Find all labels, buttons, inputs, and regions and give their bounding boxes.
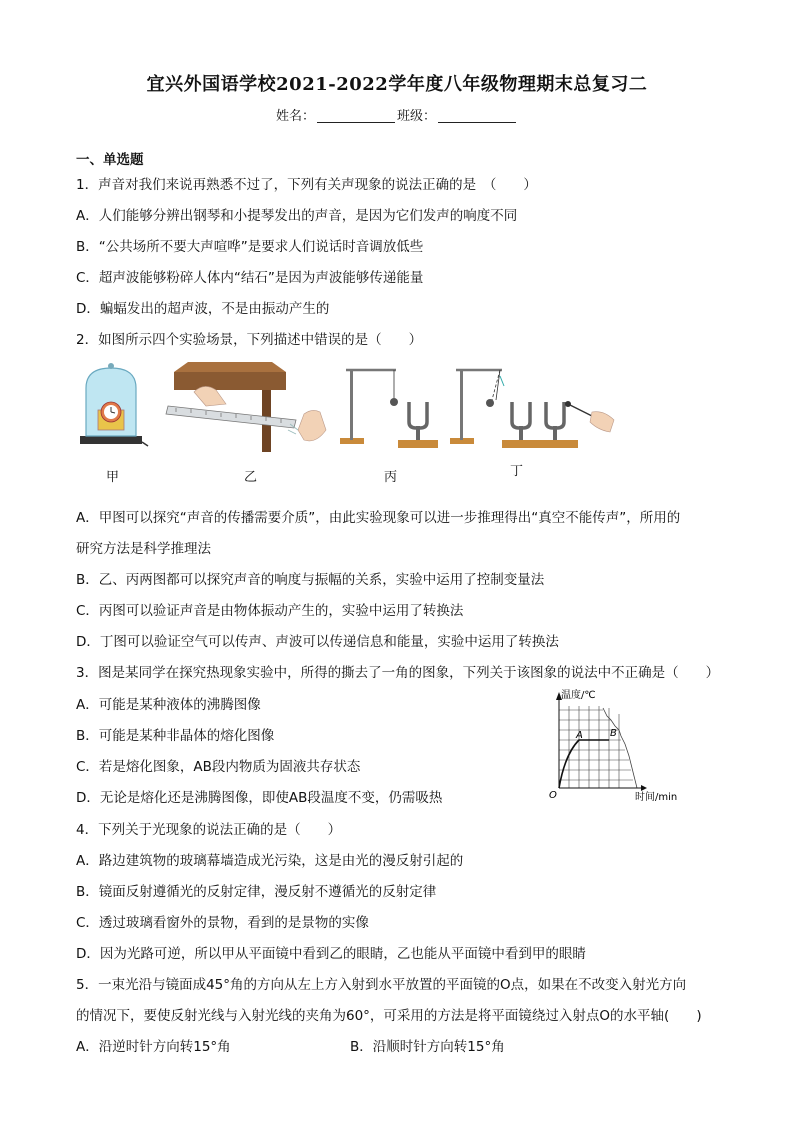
- q2-option-b: B．乙、丙两图都可以探究声音的响度与振幅的关系，实验中运用了控制变量法: [76, 572, 545, 588]
- q3-option-c: C．若是熔化图象，AB段内物质为固液共存状态: [76, 759, 361, 775]
- bell-jar-illustration: [80, 363, 148, 446]
- q3-option-d: D．无论是熔化还是沸腾图像，即使AB段温度不变，仍需吸热: [76, 790, 443, 806]
- two-tuning-forks-illustration: [450, 370, 614, 448]
- q1-option-d: D．蝙蝠发出的超声波，不是由振动产生的: [76, 301, 330, 317]
- q2-stem: 2．如图所示四个实验场景，下列描述中错误的是（ ）: [76, 332, 423, 348]
- student-info-line: [0, 105, 794, 124]
- caption-bing: 丙: [384, 470, 398, 485]
- q5-option-a: A．沿逆时针方向转15°角: [76, 1039, 231, 1055]
- q2-option-a: A．甲图可以探究“声音的传播需要介质”，由此实验现象可以进一步推理得出“真空不能传声”，所用的: [76, 510, 681, 526]
- q4-stem: 4．下列关于光现象的说法正确的是（ ）: [76, 822, 342, 838]
- class-label: 班级：: [397, 109, 437, 124]
- graph-point-b: B: [610, 728, 617, 739]
- q1-option-c: C．超声波能够粉碎人体内“结石”是因为声波能够传递能量: [76, 270, 424, 286]
- q2-experiment-figure: [76, 360, 636, 455]
- name-label: 姓名：: [275, 109, 315, 124]
- ruler-table-illustration: [166, 362, 326, 452]
- q5-stem-line-2: 的情况下，要使反射光线与入射光线的夹角为60°，可采用的方法是将平面镜绕过入射点O的水平轴( ): [76, 1008, 702, 1024]
- caption-jia: 甲: [106, 470, 120, 485]
- q3-option-a: A．可能是某种液体的沸腾图像: [76, 697, 261, 713]
- q2-option-a-cont: 研究方法是科学推理法: [76, 541, 211, 557]
- q3-option-b: B．可能是某种非晶体的熔化图像: [76, 728, 275, 744]
- page-title: 宜兴外国语学校2021-2022学年度八年级物理期末总复习二: [146, 74, 648, 95]
- q3-temperature-graph: [545, 686, 685, 804]
- caption-yi: 乙: [244, 470, 258, 485]
- graph-origin: O: [549, 790, 557, 801]
- class-blank: [438, 109, 516, 123]
- name-blank: [317, 109, 395, 123]
- graph-xlabel: 时间/min: [635, 792, 678, 803]
- q4-option-c: C．透过玻璃看窗外的景物，看到的是景物的实像: [76, 915, 369, 931]
- q1-stem: 1．声音对我们来说再熟悉不过了，下列有关声现象的说法正确的是 （ ）: [76, 177, 537, 193]
- q3-stem: 3．图是某同学在探究热现象实验中，所得的撕去了一角的图象，下列关于该图象的说法中不正确是（ ）: [76, 665, 720, 681]
- q5-option-b: B．沿顺时针方向转15°角: [350, 1039, 505, 1055]
- graph-point-a: A: [576, 730, 583, 741]
- q1-option-b: B．“公共场所不要大声喧哗”是要求人们说话时音调放低些: [76, 239, 424, 255]
- graph-ylabel: 温度/℃: [561, 690, 596, 701]
- q4-option-d: D．因为光路可逆，所以甲从平面镜中看到乙的眼睛，乙也能从平面镜中看到甲的眼睛: [76, 946, 586, 962]
- q5-stem-line-1: 5．一束光沿与镜面成45°角的方向从左上方入射到水平放置的平面镜的O点，如果在不改变入射光方向: [76, 977, 687, 993]
- section-heading: 一、单选题: [76, 152, 144, 168]
- q2-option-d: D．丁图可以验证空气可以传声、声波可以传递信息和能量，实验中运用了转换法: [76, 634, 559, 650]
- q4-option-b: B．镜面反射遵循光的反射定律，漫反射不遵循光的反射定律: [76, 884, 437, 900]
- q4-option-a: A．路边建筑物的玻璃幕墙造成光污染，这是由光的漫反射引起的: [76, 853, 464, 869]
- q2-option-c: C．丙图可以验证声音是由物体振动产生的，实验中运用了转换法: [76, 603, 464, 619]
- caption-ding: 丁: [510, 464, 524, 479]
- tuning-fork-pendulum-illustration: [340, 370, 438, 448]
- q1-option-a: A．人们能够分辨出钢琴和小提琴发出的声音，是因为它们发声的响度不同: [76, 208, 518, 224]
